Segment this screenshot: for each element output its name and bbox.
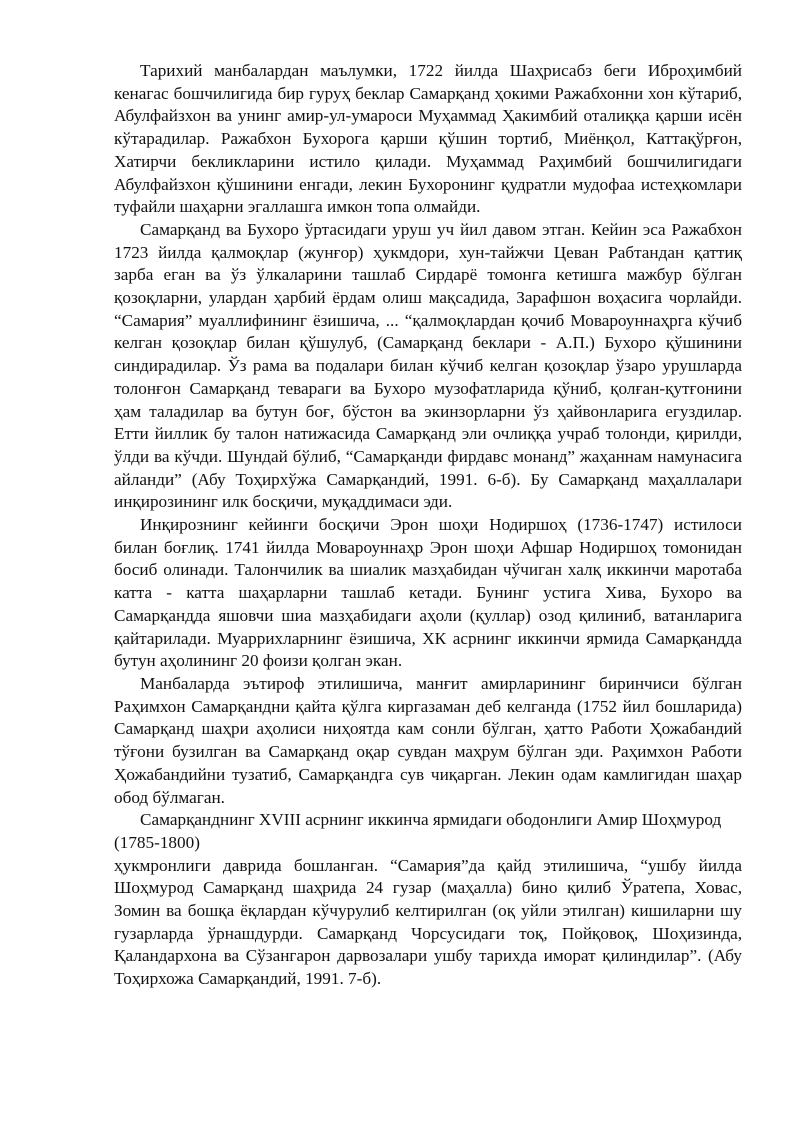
paragraph-1: Тарихий манбалардан маълумки, 1722 йилда Шаҳрисабз беги Иброҳимбий кенагас бошчилигида бир гуруҳ беклар Самарқанд ҳокими Ражабхонни хон кўтариб, Абулфайзхон ва унинг амир-ул-умароси Муҳаммад Ҳакимбий оталиққа қарши исён кўтарадилар. Ражабхон Бухорога қарши қўшин тортиб, Миёнқол, Каттақўрғон, Хатирчи бекликларини истило қилади. Муҳаммад Раҳимбий бошчилигидаги Абулфайзхон қўшинини енгади, лекин Бухоронинг қудратли мудофаа истеҳкомлари туфайли шаҳарни эгаллашга имкон топа олмайди. (114, 61, 742, 217)
paragraph-3: Инқирознинг кейинги босқичи Эрон шоҳи Нодиршоҳ (1736-1747) истилоси билан боғлиқ. 1741 йилда Мовароуннаҳр Эрон шоҳи Афшар Нодиршоҳ томонидан босиб олинади. Талончилик ва шиалик мазҳабидан чўчиган халқ иккинчи маротаба катта - катта шаҳарларни ташлаб кетади. Бунинг устига Хива, Бухоро ва Самарқандда яшовчи шиа мазҳабидаги аҳоли (қуллар) озод қилиниб, ватанларига қайтарилади. Муаррихларнинг ёзишича, ХК асрнинг иккинчи ярмида Самарқандда бутун аҳолининг 20 фоизи қолган экан. (114, 515, 742, 671)
paragraph-5: Самарқанднинг XVIII асрнинг иккинча ярмидаги ободонлиги Амир Шоҳмурод (1785-1800) (114, 810, 722, 852)
paragraph-4: Манбаларда эътироф этилишича, манғит амирларининг биринчиси бўлган Раҳимхон Самарқандни қайта қўлга киргазаман деб келганда (1752 йил бошларида) Самарқанд шаҳри аҳолиси ниҳоятда кам сонли бўлган, ҳатто Работи Ҳожабандий тўғони бузилган ва Самарқанд оқар сувдан маҳрум бўлган эди. Раҳимхон Работи Ҳожабандийни тузатиб, Самарқандга сув чиқарган. Лекин одам камлигидан шаҳар обод бўлмаган. (114, 673, 742, 807)
paragraph-2: Самарқанд ва Бухоро ўртасидаги уруш уч йил давом этган. Кейин эса Ражабхон 1723 йилда қалмоқлар (жунғор) ҳукмдори, хун-тайжчи Цеван Рабтандан қаттиқ зарба еган ва ўз ўлкаларини ташлаб Сирдарё томонга кетишга мажбур бўлган қозоқларни, улардан ҳарбий ёрдам олиш мақсадида, Зарафшон воҳасига чорлайди. “Самария” муаллифининг ёзишича, ... “қалмоқлардан қочиб Мовароуннаҳрга кўчиб келган қозоқлар билан қўшулуб, (Самарқанд беклари - А.П.) Бухоро қўшинини синдирадилар. Ўз рама ва подалари билан кўчиб келган қозоқлар ўзаро урушларда толонғон Самарқанд тевараги ва Бухоро музофатларида қўниб, қолған-қутғонини ҳам таладилар ва бутун боғ, бўстон ва экинзорларни ўз ҳайвонларига егуздилар. Етти йиллик бу талон натижасида Самарқанд эли очлиққа учраб толонди, қирилди, ўлди ва кўчди. Шундай бўлиб, “Самарқанди фирдавс монанд” жаҳаннам намунасига айланди” (Абу Тоҳирхўжа Самарқандий, 1991. 6-б). Бу Самарқанд маҳаллалари инқирозининг илк босқичи, муқаддимаси эди. (114, 219, 742, 512)
paragraph-6: ҳукмронлиги даврида бошланган. “Самария”да қайд этилишича, “ушбу йилда Шоҳмурод Самарқанд шаҳрида 24 гузар (маҳалла) бино қилиб Ўратепа, Ховас, Зомин ва бошқа ёқлардан кўчурулиб келтирилган (оқ уйли этилган) кишиларни шу гузарларда ўрнашдурди. Самарқанд Чорсусидаги тоқ, Пойқовоқ, Шоҳизинда, Қаландархона ва Сўзангарон дарвозалари ушбу тарихда иморат қилиндилар”. (Абу Тоҳирхожа Самарқандий, 1991. 7-б). (114, 855, 742, 989)
document-page (114, 60, 742, 991)
